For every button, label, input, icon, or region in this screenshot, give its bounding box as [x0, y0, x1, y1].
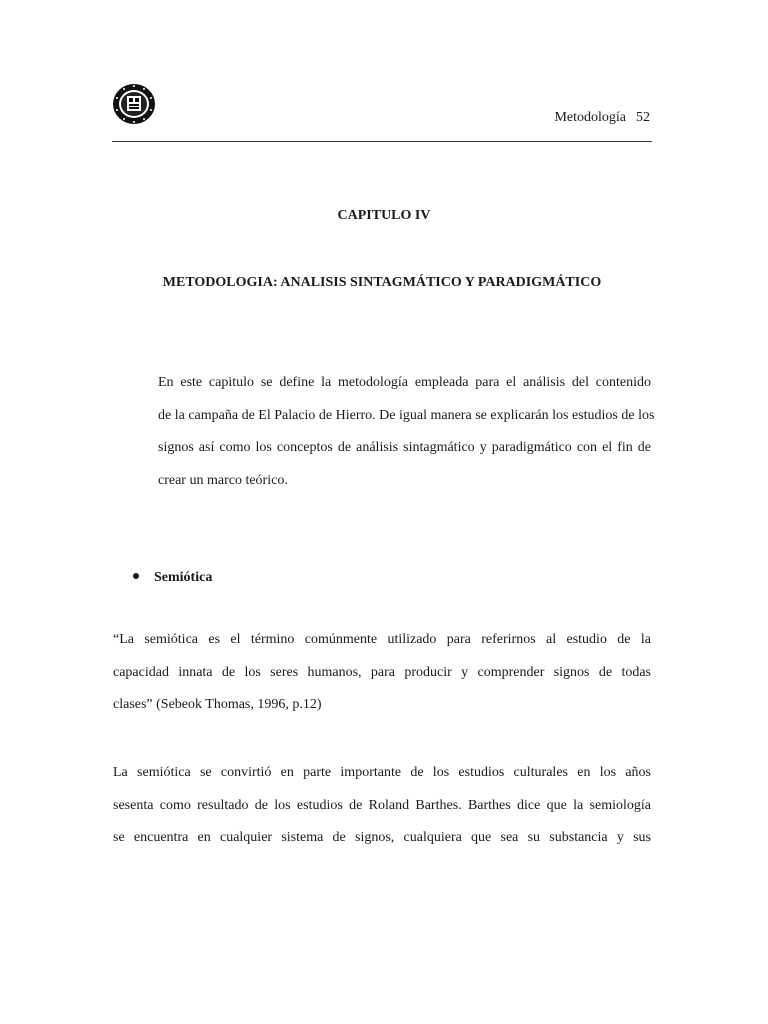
paragraph-line: “La semiótica es el término comúnmente utilizado para referirnos al estudio de la: [113, 632, 651, 647]
paragraph-line: se encuentra en cualquier sistema de signos, cualquiera que sea su substancia y sus: [113, 830, 651, 845]
running-title: Metodología: [554, 110, 626, 125]
section-heading: [133, 570, 212, 586]
running-header: [554, 110, 650, 126]
paragraph-line: signos así como los conceptos de análisis sintagmático y paradigmático con el fin de: [158, 440, 651, 455]
paragraph-line: La semiótica se convirtió en parte importante de los estudios culturales en los años: [113, 765, 651, 780]
chapter-subtitle: METODOLOGIA: ANALISIS SINTAGMÁTICO Y PARADIGMÁTICO: [162, 275, 602, 290]
paragraph-line: sesenta como resultado de los estudios de Roland Barthes. Barthes dice que la semiología: [113, 797, 651, 813]
chapter-title-text: CAPITULO IV: [337, 208, 431, 223]
paragraph-line: clases” (Sebeok Thomas, 1996, p.12): [113, 697, 322, 712]
intro-paragraph: [113, 367, 655, 497]
paragraph-line: capacidad innata de los seres humanos, para producir y comprender signos de todas: [113, 664, 651, 680]
quote-paragraph: [113, 624, 651, 722]
page-number: 52: [636, 110, 650, 125]
university-seal-icon: [112, 82, 156, 126]
chapter-title: [0, 208, 768, 224]
paragraph-line: crear un marco teórico.: [158, 472, 288, 488]
bullet-icon: [133, 573, 139, 579]
paragraph-line: En este capitulo se define la metodología empleada para el análisis del contenido: [158, 375, 651, 390]
paragraph-line: de la campaña de El Palacio de Hierro. De igual manera se explicarán los estudios de los: [158, 407, 655, 423]
body-paragraph: [113, 757, 651, 855]
section-heading-text: Semiótica: [154, 570, 213, 585]
header-rule: [112, 141, 652, 142]
